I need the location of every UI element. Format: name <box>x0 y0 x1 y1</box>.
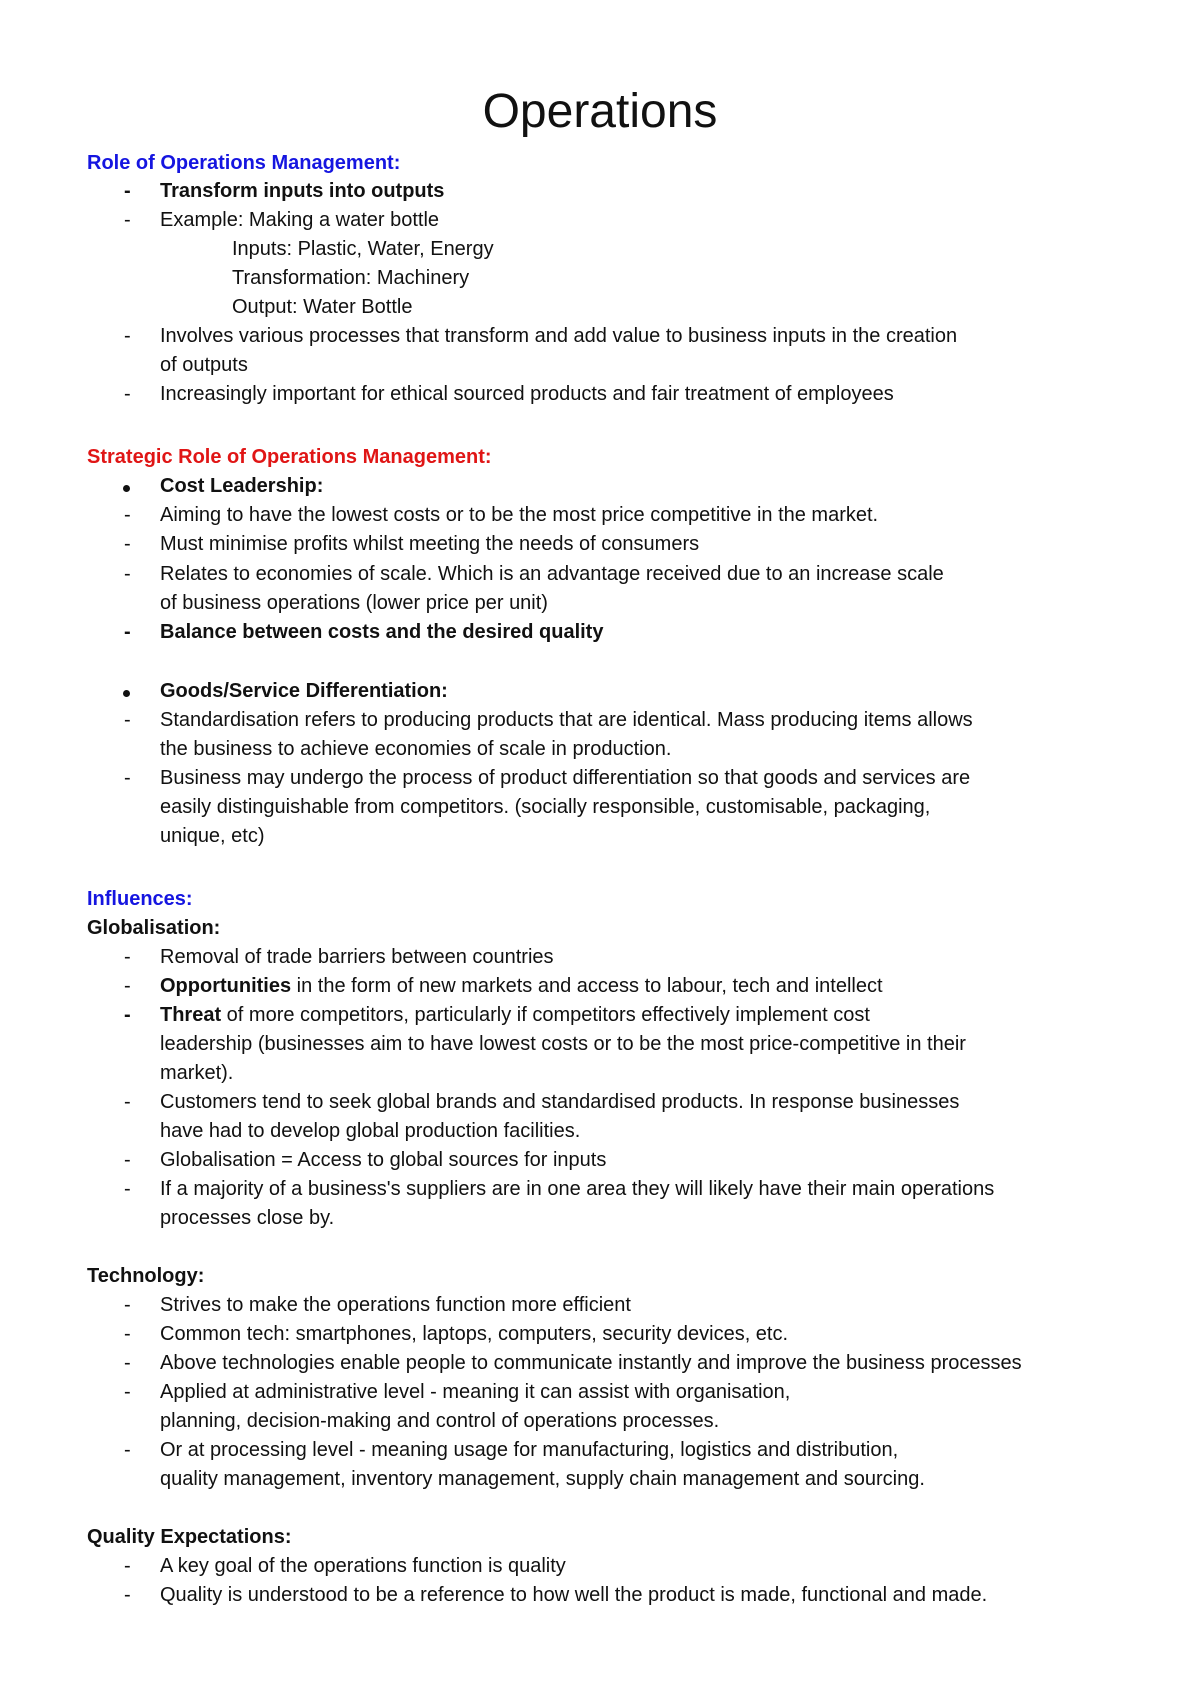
section-heading-strategic: Strategic Role of Operations Management: <box>87 446 492 468</box>
list-item-continuation: quality management, inventory management, supply chain management and sourcing. <box>160 1468 925 1490</box>
list-item: Standardisation refers to producing products that are identical. Mass producing items allows <box>160 709 973 731</box>
list-item: Customers tend to seek global brands and standardised products. In response businesses <box>160 1091 960 1113</box>
dash-marker: - <box>124 1178 131 1200</box>
dash-marker: - <box>124 325 131 347</box>
list-item <box>160 1001 870 1030</box>
list-item <box>160 972 883 1001</box>
list-item: Globalisation = Access to global sources for inputs <box>160 1149 607 1171</box>
list-item: Business may undergo the process of product differentiation so that goods and services are <box>160 767 971 789</box>
dash-marker: - <box>124 1004 131 1026</box>
dash-marker: - <box>124 1323 131 1345</box>
list-item-continuation: the business to achieve economies of scale in production. <box>160 738 672 760</box>
subheading-quality: Quality Expectations: <box>87 1526 292 1548</box>
list-item: Aiming to have the lowest costs or to be the most price competitive in the market. <box>160 504 879 526</box>
list-item-text: in the form of new markets and access to labour, tech and intellect <box>291 975 883 997</box>
list-item-continuation: of business operations (lower price per unit) <box>160 592 548 614</box>
list-item: Quality is understood to be a reference to how well the product is made, functional and made. <box>160 1584 988 1606</box>
subheading-differentiation: Goods/Service Differentiation: <box>160 680 448 702</box>
section-heading-influences: Influences: <box>87 888 193 910</box>
dash-marker: - <box>124 533 131 555</box>
list-item-continuation: processes close by. <box>160 1207 335 1229</box>
dash-marker: - <box>124 563 131 585</box>
subheading-globalisation: Globalisation: <box>87 917 221 939</box>
dash-marker: - <box>124 1439 131 1461</box>
list-subitem: Output: Water Bottle <box>232 296 413 318</box>
dash-marker: - <box>124 504 131 526</box>
dash-marker: - <box>124 209 131 231</box>
dash-marker: - <box>124 621 131 643</box>
bold-term: Opportunities <box>160 975 292 997</box>
list-item: Applied at administrative level - meaning it can assist with organisation, <box>160 1381 791 1403</box>
dash-marker: - <box>124 1352 131 1374</box>
dash-marker: - <box>124 1381 131 1403</box>
list-item-continuation: easily distinguishable from competitors. (socially responsible, customisable, packaging, <box>160 796 931 818</box>
list-item-continuation: unique, etc) <box>160 825 265 847</box>
dash-marker: - <box>124 709 131 731</box>
dash-marker: - <box>124 767 131 789</box>
dash-marker: - <box>124 1149 131 1171</box>
list-item: Or at processing level - meaning usage for manufacturing, logistics and distribution, <box>160 1439 899 1461</box>
list-item-continuation: have had to develop global production facilities. <box>160 1120 581 1142</box>
dash-marker: - <box>124 1091 131 1113</box>
list-item: Above technologies enable people to communicate instantly and improve the business processes <box>160 1352 1022 1374</box>
dash-marker: - <box>124 180 131 202</box>
dash-marker: - <box>124 383 131 405</box>
list-item: Example: Making a water bottle <box>160 209 440 231</box>
dash-marker: - <box>124 1584 131 1606</box>
list-item: Common tech: smartphones, laptops, computers, security devices, etc. <box>160 1323 789 1345</box>
list-item-continuation: leadership (businesses aim to have lowest costs or to be the most price-competitive in their <box>160 1033 966 1055</box>
list-item-continuation: planning, decision-making and control of operations processes. <box>160 1410 720 1432</box>
list-item: Transform inputs into outputs <box>160 180 445 202</box>
list-item-continuation: of outputs <box>160 354 248 376</box>
bullet-marker <box>123 485 130 492</box>
page-title: Operations <box>482 85 718 138</box>
subheading-technology: Technology: <box>87 1265 205 1287</box>
list-item: Increasingly important for ethical sourced products and fair treatment of employees <box>160 383 894 405</box>
dash-marker: - <box>124 1555 131 1577</box>
list-item: Involves various processes that transform and add value to business inputs in the creation <box>160 325 958 347</box>
list-subitem: Inputs: Plastic, Water, Energy <box>232 238 494 260</box>
list-item: A key goal of the operations function is quality <box>160 1555 566 1577</box>
subheading-cost-leadership: Cost Leadership: <box>160 475 324 497</box>
dash-marker: - <box>124 1294 131 1316</box>
list-item: Removal of trade barriers between countries <box>160 946 554 968</box>
bullet-marker <box>123 690 130 697</box>
bold-term: Threat <box>160 1004 222 1026</box>
list-item-continuation: market). <box>160 1062 234 1084</box>
dash-marker: - <box>124 975 131 997</box>
list-item: Strives to make the operations function more efficient <box>160 1294 631 1316</box>
list-item: Must minimise profits whilst meeting the needs of consumers <box>160 533 700 555</box>
list-item: Balance between costs and the desired quality <box>160 621 604 643</box>
list-item-text: of more competitors, particularly if competitors effectively implement cost <box>221 1004 870 1026</box>
list-item: Relates to economies of scale. Which is an advantage received due to an increase scale <box>160 563 944 585</box>
list-subitem: Transformation: Machinery <box>232 267 470 289</box>
dash-marker: - <box>124 946 131 968</box>
list-item: If a majority of a business's suppliers are in one area they will likely have their main operations <box>160 1178 995 1200</box>
section-heading-role: Role of Operations Management: <box>87 152 401 174</box>
